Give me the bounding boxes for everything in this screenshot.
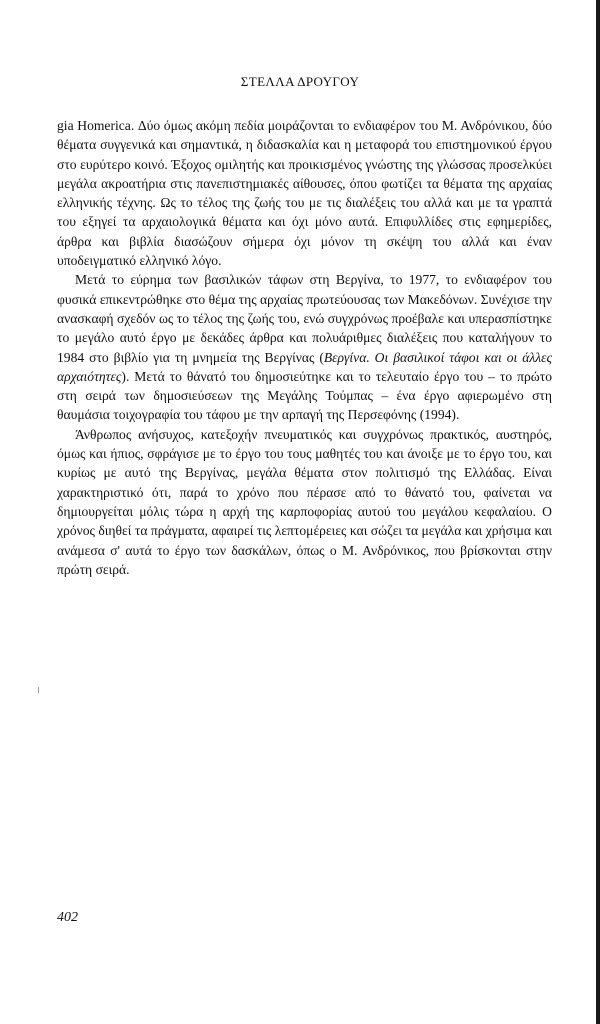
body-text [57,116,552,579]
paragraph-2 [57,270,552,424]
paragraph-2-text-end: ). Μετά το θάνατό του δημοσιεύτηκε και το τελευταίο έργο του – το πρώτο στη σειρά των δημοσιεύσεων της Μεγάλης Τούμπας – ένα έργο αφιερωμένο στη θαυμάσια τοιχογραφία του τάφου με την αρπαγή της Περσεφόνης (1994). [57,368,552,423]
page-number: 402 [57,910,78,925]
scan-edge-shadow [596,0,600,1024]
book-title-italic: Βεργίνα. Οι βασιλικοί τάφοι και οι άλλες αρχαιότητες [57,349,552,384]
paragraph-3: Άνθρωπος ανήσυχος, κατεξοχήν πνευματικός και συγχρόνως πρακτικός, αυστηρός, όμως και ήπιος, σφράγισε με το έργο του τους μαθητές του και άνοιξε με το έργο του, και κυρίως με αυτό της Βεργίνας, μεγάλα θέματα στον πολιτισμό της Ελλάδας. Είναι χαρακτηριστικό ότι, παρά το χρόνο που πέρασε από το θάνατό του, φαίνεται να δημιουργείται μόλις τώρα η αρχή της καρποφορίας αυτού του μεγάλου κεφαλαίου. Ο χρόνος διηθεί τα πράγματα, αφαιρεί τις λεπτομέρειες και σώζει τα μεγάλα και χρήσιμα και ανάμεσα σ' αυτά το έργο των δασκάλων, όπως ο Μ. Ανδρόνικος, που βρίσκονται στην πρώτη σειρά. [57,426,552,577]
running-head: ΣΤΕΛΛΑ ΔΡΟΥΓΟΥ [240,74,360,89]
paragraph-2-text-start: Μετά το εύρημα των βασιλικών τάφων στη Βεργίνα, το 1977, το ενδιαφέρον του φυσικά επικεντρώθηκε στο θέμα της αρχαίας πρωτεύουσας των Μακεδόνων. Συνέχισε την ανασκαφή σχεδόν ως το τέλος της ζωής του, ενώ συγχρόνως προέβαλε και υπερασπίστηκε το μεγάλο αυτό έργο με δεκάδες άρθρα και πολυάριθμες διαλέξεις που καταλήγουν το 1984 στο βιβλίο για τη μνημεία της Βεργίνας ( [57,272,552,365]
scan-speck [38,687,39,693]
paragraph-1: gia Homerica. Δύο όμως ακόμη πεδία μοιράζονται το ενδιαφέρον του Μ. Ανδρόνικου, δύο θέματα συγγενικά και σημαντικά, η διδασκαλία και η μεταφορά του επιστημονικού έργου στο ευρύτερο κοινό. Έξοχος ομιλητής και προικισμένος γνώστης της γλώσσας προσελκύει μεγάλα ακροατήρια στις πανεπιστημιακές αίθουσες, όπου φωτίζει τα θέματα της αρχαίας ελληνικής τέχνης. Ως το τέλος της ζωής του με τις διαλέξεις του αλλά και με τα γραπτά του εξηγεί τα αρχαιολογικά θέματα και όχι μόνο αυτά. Επιφυλλίδες στις εφημερίδες, άρθρα και βιβλία διασώζουν σήμερα όχι μόνον τη σκέψη του αλλά και έναν υποδειγματικό ελληνικό λόγο. [57,118,552,269]
